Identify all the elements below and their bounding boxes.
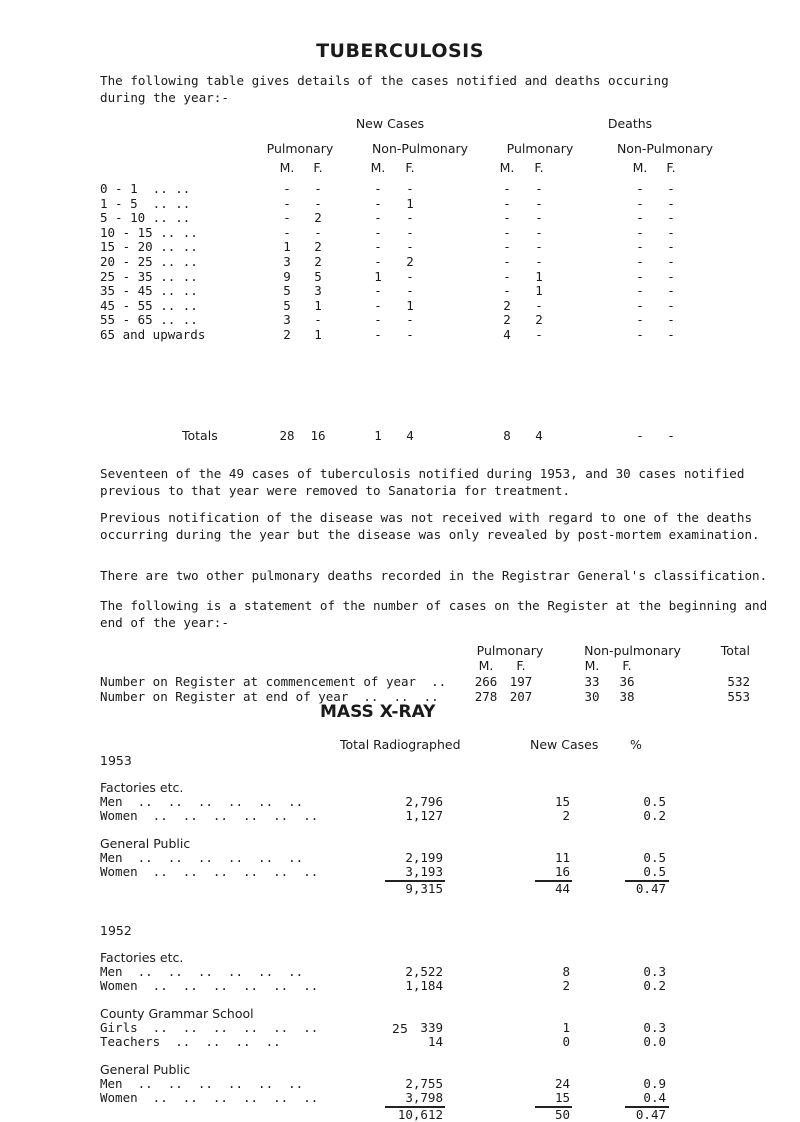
case-cell: 2 xyxy=(503,297,511,313)
case-cell: - xyxy=(667,254,675,269)
xray-row-label: Women .. .. .. .. .. .. xyxy=(100,1090,319,1105)
xray-cell: 0.5 xyxy=(643,864,666,879)
register-cell: 36 xyxy=(619,674,635,689)
case-cell: - xyxy=(503,181,511,196)
intro-text: The following table gives details of the cases notified and deaths occuring during the year:- xyxy=(100,73,669,105)
xray-row-label: Women .. .. .. .. .. .. xyxy=(100,978,319,993)
xray-cell: 2 xyxy=(562,808,570,823)
case-cell: 5 xyxy=(314,268,322,284)
case-cell: - xyxy=(636,283,644,299)
xray-row-label: Men .. .. .. .. .. .. xyxy=(100,964,304,979)
total-cell: 28 xyxy=(279,428,295,443)
case-cell: 2 xyxy=(503,312,511,328)
xray-total-cell: 10,612 xyxy=(397,1107,443,1122)
register-nonpulmonary-header: Non-pulmonary xyxy=(584,643,681,658)
register-total-cell: 532 xyxy=(727,674,750,689)
sex-header: M. xyxy=(499,160,515,175)
case-cell: - xyxy=(503,268,511,284)
case-cell: - xyxy=(374,297,382,313)
group-label: County Grammar School xyxy=(100,1006,254,1021)
sex-header: F. xyxy=(405,160,415,175)
xray-cell: 2 xyxy=(562,978,570,993)
register-sex-header: F. xyxy=(622,658,632,673)
case-cell: - xyxy=(503,239,511,255)
deaths-header: Deaths xyxy=(607,116,653,131)
xray-cell: 2,796 xyxy=(405,794,443,809)
case-cell: - xyxy=(636,195,644,211)
xray-cell: 2,522 xyxy=(405,964,443,979)
case-cell: - xyxy=(667,239,675,255)
age-group-label: 45 - 55 .. .. xyxy=(100,297,198,313)
case-cell: 1 xyxy=(374,268,382,284)
case-cell: - xyxy=(636,312,644,328)
case-cell: - xyxy=(374,254,382,269)
case-cell: - xyxy=(667,224,675,240)
new-pulmonary-header: Pulmonary xyxy=(266,141,334,156)
xray-cell: 8 xyxy=(562,964,570,979)
case-cell: - xyxy=(667,268,675,284)
case-cell: 1 xyxy=(406,297,414,313)
register-sex-header: M. xyxy=(478,658,494,673)
xray-cell: 3,798 xyxy=(405,1090,443,1105)
xray-cell: 15 xyxy=(554,1090,570,1105)
total-cell: 1 xyxy=(374,428,382,443)
case-cell: 4 xyxy=(503,327,511,342)
age-group-label: 55 - 65 .. .. xyxy=(100,312,198,328)
age-group-label: 20 - 25 .. .. xyxy=(100,254,198,269)
case-cell: 3 xyxy=(283,312,291,328)
new-nonpulmonary-header: Non-Pulmonary xyxy=(371,141,469,156)
xray-row-label: Men .. .. .. .. .. .. xyxy=(100,794,304,809)
case-cell: 5 xyxy=(283,297,291,313)
xray-cell: 0.9 xyxy=(643,1076,666,1091)
total-cell: 4 xyxy=(535,428,543,443)
xray-cell: 11 xyxy=(554,850,570,865)
case-cell: - xyxy=(667,195,675,211)
xray-row-label: Women .. .. .. .. .. .. xyxy=(100,808,319,823)
case-cell: - xyxy=(283,210,291,226)
case-cell: - xyxy=(535,181,543,196)
new-cases-col-header: New Cases xyxy=(530,737,599,752)
xray-row-label: Teachers .. .. .. .. xyxy=(100,1034,281,1049)
xray-cell: 16 xyxy=(554,864,570,879)
case-cell: - xyxy=(283,224,291,240)
register-cell: 33 xyxy=(584,674,600,689)
case-cell: - xyxy=(503,283,511,299)
totals-label: Totals xyxy=(182,428,218,443)
case-cell: - xyxy=(535,210,543,226)
case-cell: - xyxy=(535,327,543,342)
case-cell: 3 xyxy=(314,283,322,299)
case-cell: - xyxy=(374,283,382,299)
xray-cell: 0.0 xyxy=(643,1034,666,1049)
register-cell: 207 xyxy=(509,688,533,704)
group-label: Factories etc. xyxy=(100,950,184,965)
case-cell: 2 xyxy=(283,327,291,342)
register-row-label: Number on Register at commencement of year .. xyxy=(100,674,447,689)
total-radiographed-header: Total Radiographed xyxy=(340,737,461,752)
page-number: 25 xyxy=(392,1021,408,1036)
xray-cell: 0.2 xyxy=(643,978,666,993)
register-sex-header: M. xyxy=(584,658,600,673)
paragraph-sanatoria: Seventeen of the 49 cases of tuberculosis notified during 1953, and 30 cases notified previous to that year were removed to Sanatoria for treatment. xyxy=(100,466,745,498)
case-cell: - xyxy=(503,210,511,226)
age-group-label: 15 - 20 .. .. xyxy=(100,239,198,255)
case-cell: - xyxy=(314,181,322,196)
year-label: 1952 xyxy=(100,923,132,938)
case-cell: 2 xyxy=(314,210,322,226)
register-cell: 30 xyxy=(584,688,600,704)
case-cell: 2 xyxy=(406,254,414,269)
xray-cell: 3,193 xyxy=(405,864,443,879)
sex-header: M. xyxy=(370,160,386,175)
register-total-header: Total xyxy=(720,643,750,658)
group-label: Factories etc. xyxy=(100,780,184,795)
xray-cell: 0.5 xyxy=(643,794,666,809)
group-label: General Public xyxy=(100,1062,191,1077)
case-cell: 1 xyxy=(535,283,543,299)
case-cell: - xyxy=(374,181,382,196)
total-cell: 4 xyxy=(406,428,414,443)
case-cell: - xyxy=(636,210,644,226)
case-cell: - xyxy=(406,283,414,299)
total-cell: - xyxy=(667,428,675,443)
case-cell: - xyxy=(406,327,414,342)
case-cell: - xyxy=(503,195,511,211)
xray-cell: 2,755 xyxy=(405,1076,443,1091)
case-cell: - xyxy=(667,283,675,299)
case-cell: 2 xyxy=(535,312,543,328)
case-cell: - xyxy=(636,268,644,284)
xray-cell: 0.5 xyxy=(643,850,666,865)
case-cell: - xyxy=(636,297,644,313)
case-cell: 5 xyxy=(283,283,291,299)
register-total-cell: 553 xyxy=(727,688,750,704)
mass-xray-heading: MASS X-RAY xyxy=(320,702,436,722)
case-cell: - xyxy=(535,297,543,313)
xray-row-label: Girls .. .. .. .. .. .. xyxy=(100,1020,319,1035)
case-cell: - xyxy=(406,268,414,284)
xray-row-label: Men .. .. .. .. .. .. xyxy=(100,1076,304,1091)
register-pulmonary-header: Pulmonary xyxy=(476,643,544,658)
year-label: 1953 xyxy=(100,753,132,768)
total-cell: 8 xyxy=(503,428,511,443)
xray-cell: 1 xyxy=(562,1020,570,1035)
xray-total-cell: 0.47 xyxy=(635,1107,666,1122)
sex-header: F. xyxy=(666,160,676,175)
new-cases-header: New Cases xyxy=(355,116,425,131)
xray-cell: 0.3 xyxy=(643,1020,666,1035)
register-row-label: Number on Register at end of year .. .. .. xyxy=(100,688,439,704)
xray-total-cell: 0.47 xyxy=(635,881,666,896)
case-cell: - xyxy=(283,195,291,211)
case-cell: - xyxy=(314,195,322,211)
case-cell: - xyxy=(406,181,414,196)
xray-cell: 1,127 xyxy=(405,808,443,823)
sex-header: M. xyxy=(632,160,648,175)
case-cell: - xyxy=(667,181,675,196)
case-cell: 9 xyxy=(283,268,291,284)
case-cell: - xyxy=(406,312,414,328)
xray-cell: 15 xyxy=(554,794,570,809)
age-group-label: 65 and upwards xyxy=(100,327,206,342)
xray-cell: 24 xyxy=(554,1076,570,1091)
case-cell: - xyxy=(374,327,382,342)
case-cell: - xyxy=(636,254,644,269)
case-cell: 1 xyxy=(535,268,543,284)
xray-row-label: Men .. .. .. .. .. .. xyxy=(100,850,304,865)
case-cell: - xyxy=(535,254,543,269)
case-cell: - xyxy=(374,224,382,240)
case-cell: - xyxy=(314,224,322,240)
case-cell: - xyxy=(374,312,382,328)
age-group-label: 35 - 45 .. .. xyxy=(100,283,198,299)
xray-cell: 1,184 xyxy=(405,978,443,993)
age-group-label: 25 - 35 .. .. xyxy=(100,268,198,284)
case-cell: - xyxy=(374,210,382,226)
case-cell: - xyxy=(283,181,291,196)
register-sex-header: F. xyxy=(516,658,526,673)
case-cell: - xyxy=(406,210,414,226)
paragraph-registrar: There are two other pulmonary deaths recorded in the Registrar General's classification. xyxy=(100,568,768,583)
case-cell: 1 xyxy=(314,327,322,342)
xray-cell: 0.4 xyxy=(643,1090,666,1105)
sex-header: F. xyxy=(534,160,544,175)
total-cell: 16 xyxy=(310,428,326,443)
case-cell: - xyxy=(667,327,675,342)
page-title: TUBERCULOSIS xyxy=(316,40,484,62)
death-pulmonary-header: Pulmonary xyxy=(506,141,574,156)
sex-header: M. xyxy=(279,160,295,175)
age-group-label: 0 - 1 .. .. xyxy=(100,181,191,196)
case-cell: - xyxy=(636,181,644,196)
case-cell: - xyxy=(503,224,511,240)
case-cell: - xyxy=(535,224,543,240)
xray-cell: 0.2 xyxy=(643,808,666,823)
xray-cell: 2,199 xyxy=(405,850,443,865)
case-cell: - xyxy=(667,312,675,328)
case-cell: - xyxy=(636,224,644,240)
case-cell: - xyxy=(636,239,644,255)
case-cell: - xyxy=(667,297,675,313)
paragraph-register-intro: The following is a statement of the number of cases on the Register at the beginning and end of the year:- xyxy=(100,598,768,630)
paragraph-post-mortem: Previous notification of the disease was not received with regard to one of the deaths occurring during the year but the disease was only revealed by post-mortem examination. xyxy=(100,510,760,542)
register-cell: 197 xyxy=(509,674,533,689)
xray-cell: 14 xyxy=(427,1034,443,1049)
register-cell: 38 xyxy=(619,688,635,704)
age-group-label: 5 - 10 .. .. xyxy=(100,210,191,226)
case-cell: 1 xyxy=(406,195,414,211)
xray-cell: 0.3 xyxy=(643,964,666,979)
age-group-label: 10 - 15 .. .. xyxy=(100,224,198,240)
case-cell: - xyxy=(503,254,511,269)
case-cell: - xyxy=(406,224,414,240)
sex-header: F. xyxy=(313,160,323,175)
case-cell: - xyxy=(314,312,322,328)
case-cell: - xyxy=(535,195,543,211)
case-cell: 1 xyxy=(314,297,322,313)
xray-cell: 0 xyxy=(562,1034,570,1049)
xray-total-cell: 9,315 xyxy=(405,881,443,896)
case-cell: - xyxy=(406,239,414,255)
case-cell: - xyxy=(636,327,644,342)
case-cell: 2 xyxy=(314,254,322,269)
case-cell: 2 xyxy=(314,239,322,255)
register-cell: 266 xyxy=(474,674,498,689)
case-cell: - xyxy=(667,210,675,226)
case-cell: - xyxy=(374,195,382,211)
total-cell: - xyxy=(636,428,644,443)
case-cell: - xyxy=(374,239,382,255)
register-cell: 278 xyxy=(474,688,498,704)
xray-total-cell: 44 xyxy=(554,881,570,896)
group-label: General Public xyxy=(100,836,191,851)
age-group-label: 1 - 5 .. .. xyxy=(100,195,191,211)
case-cell: - xyxy=(535,239,543,255)
xray-cell: 339 xyxy=(420,1020,443,1035)
case-cell: 3 xyxy=(283,254,291,269)
percent-col-header: % xyxy=(630,737,642,752)
xray-row-label: Women .. .. .. .. .. .. xyxy=(100,864,319,879)
xray-total-cell: 50 xyxy=(554,1107,570,1122)
case-cell: 1 xyxy=(283,239,291,255)
death-nonpulmonary-header: Non-Pulmonary xyxy=(616,141,714,156)
